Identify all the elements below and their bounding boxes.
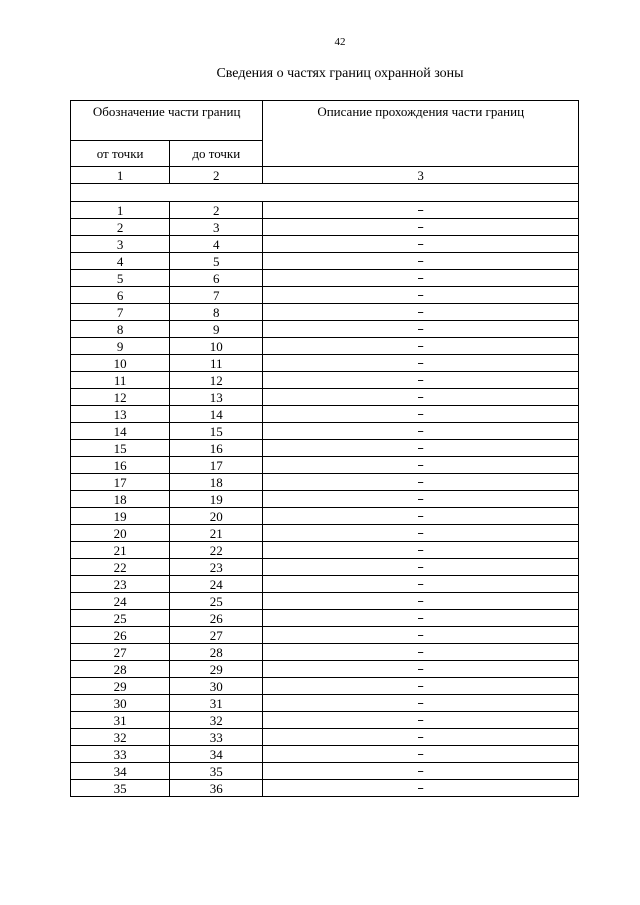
to-point-cell: 28 xyxy=(170,644,263,661)
table-row xyxy=(71,491,579,508)
description-cell: – xyxy=(263,508,579,525)
to-point-cell: 25 xyxy=(170,593,263,610)
from-point-cell: 8 xyxy=(71,321,170,338)
table-row xyxy=(71,525,579,542)
table-row xyxy=(71,746,579,763)
to-point-cell: 5 xyxy=(170,253,263,270)
column-number-3: 3 xyxy=(263,167,579,184)
description-cell: – xyxy=(263,712,579,729)
description-cell: – xyxy=(263,780,579,797)
description-cell: – xyxy=(263,270,579,287)
table-row xyxy=(71,202,579,219)
table-row xyxy=(71,253,579,270)
description-cell: – xyxy=(263,304,579,321)
description-cell: – xyxy=(263,236,579,253)
to-point-cell: 4 xyxy=(170,236,263,253)
to-point-cell: 9 xyxy=(170,321,263,338)
description-cell: – xyxy=(263,355,579,372)
column-number-row xyxy=(71,167,579,184)
table-header-row xyxy=(71,101,579,141)
table-row xyxy=(71,576,579,593)
to-point-cell: 6 xyxy=(170,270,263,287)
from-point-cell: 2 xyxy=(71,219,170,236)
description-cell: – xyxy=(263,746,579,763)
description-cell: – xyxy=(263,627,579,644)
from-point-cell: 33 xyxy=(71,746,170,763)
to-point-cell: 27 xyxy=(170,627,263,644)
from-point-cell: 16 xyxy=(71,457,170,474)
description-cell: – xyxy=(263,610,579,627)
description-cell: – xyxy=(263,661,579,678)
to-point-cell: 18 xyxy=(170,474,263,491)
description-cell: – xyxy=(263,763,579,780)
table-row xyxy=(71,780,579,797)
from-point-cell: 28 xyxy=(71,661,170,678)
from-point-cell: 29 xyxy=(71,678,170,695)
description-cell: – xyxy=(263,423,579,440)
to-point-cell: 31 xyxy=(170,695,263,712)
description-cell: – xyxy=(263,202,579,219)
from-point-cell: 21 xyxy=(71,542,170,559)
description-cell: – xyxy=(263,576,579,593)
from-point-cell: 15 xyxy=(71,440,170,457)
description-cell: – xyxy=(263,457,579,474)
description-cell: – xyxy=(263,389,579,406)
description-cell: – xyxy=(263,338,579,355)
description-cell: – xyxy=(263,678,579,695)
from-point-cell: 26 xyxy=(71,627,170,644)
from-point-cell: 27 xyxy=(71,644,170,661)
description-cell: – xyxy=(263,593,579,610)
to-point-cell: 23 xyxy=(170,559,263,576)
header-from-point: от точки xyxy=(71,141,170,167)
column-number-2: 2 xyxy=(170,167,263,184)
to-point-cell: 36 xyxy=(170,780,263,797)
description-cell: – xyxy=(263,559,579,576)
from-point-cell: 3 xyxy=(71,236,170,253)
description-cell: – xyxy=(263,525,579,542)
from-point-cell: 13 xyxy=(71,406,170,423)
description-cell: – xyxy=(263,695,579,712)
description-cell: – xyxy=(263,406,579,423)
table-row xyxy=(71,627,579,644)
to-point-cell: 2 xyxy=(170,202,263,219)
to-point-cell: 35 xyxy=(170,763,263,780)
to-point-cell: 14 xyxy=(170,406,263,423)
to-point-cell: 19 xyxy=(170,491,263,508)
to-point-cell: 11 xyxy=(170,355,263,372)
table-row xyxy=(71,644,579,661)
from-point-cell: 10 xyxy=(71,355,170,372)
description-cell: – xyxy=(263,321,579,338)
from-point-cell: 17 xyxy=(71,474,170,491)
table-row xyxy=(71,304,579,321)
to-point-cell: 33 xyxy=(170,729,263,746)
to-point-cell: 12 xyxy=(170,372,263,389)
table-row xyxy=(71,474,579,491)
table-row xyxy=(71,321,579,338)
table-row xyxy=(71,372,579,389)
from-point-cell: 11 xyxy=(71,372,170,389)
table-row xyxy=(71,763,579,780)
table-row xyxy=(71,406,579,423)
table-row xyxy=(71,695,579,712)
from-point-cell: 22 xyxy=(71,559,170,576)
column-number-1: 1 xyxy=(71,167,170,184)
table-row xyxy=(71,338,579,355)
page-number: 42 xyxy=(334,36,346,48)
table-row xyxy=(71,270,579,287)
to-point-cell: 20 xyxy=(170,508,263,525)
table-row xyxy=(71,457,579,474)
description-cell: – xyxy=(263,491,579,508)
description-cell: – xyxy=(263,253,579,270)
from-point-cell: 1 xyxy=(71,202,170,219)
table-row xyxy=(71,712,579,729)
to-point-cell: 17 xyxy=(170,457,263,474)
from-point-cell: 18 xyxy=(71,491,170,508)
from-point-cell: 24 xyxy=(71,593,170,610)
to-point-cell: 32 xyxy=(170,712,263,729)
table-row xyxy=(71,219,579,236)
to-point-cell: 24 xyxy=(170,576,263,593)
from-point-cell: 30 xyxy=(71,695,170,712)
to-point-cell: 10 xyxy=(170,338,263,355)
header-description: Описание прохождения части границ xyxy=(263,101,579,167)
from-point-cell: 9 xyxy=(71,338,170,355)
description-cell: – xyxy=(263,474,579,491)
to-point-cell: 26 xyxy=(170,610,263,627)
to-point-cell: 21 xyxy=(170,525,263,542)
to-point-cell: 29 xyxy=(170,661,263,678)
header-boundary-parts: Обозначение части границ xyxy=(71,101,263,141)
table-row xyxy=(71,559,579,576)
from-point-cell: 34 xyxy=(71,763,170,780)
from-point-cell: 25 xyxy=(71,610,170,627)
from-point-cell: 4 xyxy=(71,253,170,270)
to-point-cell: 16 xyxy=(170,440,263,457)
table-row xyxy=(71,542,579,559)
document-title: Сведения о частях границ охранной зоны xyxy=(216,66,464,81)
section-spacer-cell xyxy=(71,184,579,202)
table-row xyxy=(71,678,579,695)
description-cell: – xyxy=(263,644,579,661)
from-point-cell: 12 xyxy=(71,389,170,406)
table-row xyxy=(71,236,579,253)
from-point-cell: 31 xyxy=(71,712,170,729)
from-point-cell: 14 xyxy=(71,423,170,440)
description-cell: – xyxy=(263,542,579,559)
description-cell: – xyxy=(263,372,579,389)
to-point-cell: 15 xyxy=(170,423,263,440)
from-point-cell: 5 xyxy=(71,270,170,287)
table-row xyxy=(71,355,579,372)
table-row xyxy=(71,610,579,627)
to-point-cell: 8 xyxy=(170,304,263,321)
description-cell: – xyxy=(263,219,579,236)
to-point-cell: 3 xyxy=(170,219,263,236)
table-row xyxy=(71,389,579,406)
to-point-cell: 30 xyxy=(170,678,263,695)
header-to-point: до точки xyxy=(170,141,263,167)
to-point-cell: 7 xyxy=(170,287,263,304)
table-row xyxy=(71,423,579,440)
to-point-cell: 34 xyxy=(170,746,263,763)
from-point-cell: 23 xyxy=(71,576,170,593)
table-row xyxy=(71,287,579,304)
description-cell: – xyxy=(263,729,579,746)
to-point-cell: 22 xyxy=(170,542,263,559)
table-row xyxy=(71,729,579,746)
from-point-cell: 32 xyxy=(71,729,170,746)
table-row xyxy=(71,593,579,610)
boundary-parts-table xyxy=(70,100,579,797)
description-cell: – xyxy=(263,440,579,457)
description-cell: – xyxy=(263,287,579,304)
table-row xyxy=(71,661,579,678)
from-point-cell: 6 xyxy=(71,287,170,304)
to-point-cell: 13 xyxy=(170,389,263,406)
table-row xyxy=(71,440,579,457)
from-point-cell: 7 xyxy=(71,304,170,321)
section-spacer-row xyxy=(71,184,579,202)
from-point-cell: 19 xyxy=(71,508,170,525)
table-row xyxy=(71,508,579,525)
from-point-cell: 20 xyxy=(71,525,170,542)
from-point-cell: 35 xyxy=(71,780,170,797)
